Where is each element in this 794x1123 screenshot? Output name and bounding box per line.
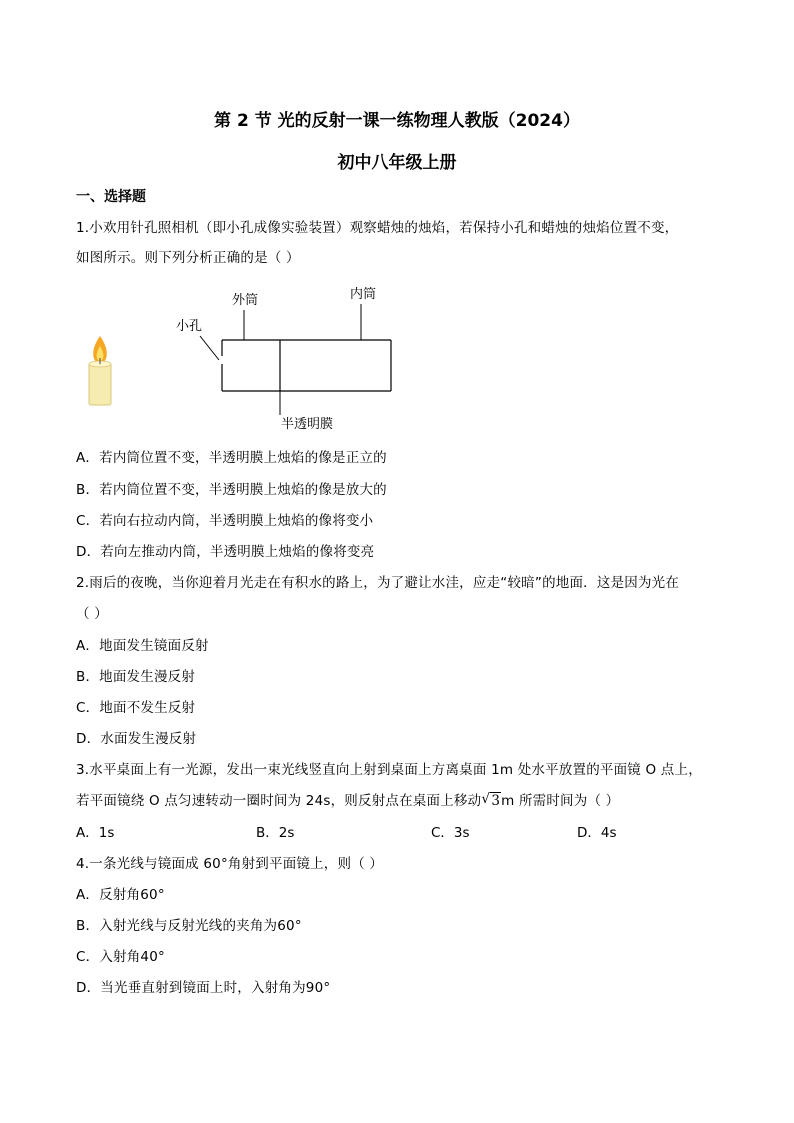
q3-stem-line1: 3.水平桌面上有一光源，发出一束光线竖直向上射到桌面上方离桌面 1m 处水平放置的平面镜 O 点上， (76, 762, 702, 778)
radicand: 3 (491, 793, 501, 809)
q3-option-c: C．3s (431, 825, 470, 841)
q3-option-a: A．1s (76, 825, 115, 841)
q4-option-d: D．当光垂直射到镜面上时，入射角为90° (76, 980, 331, 996)
q2-option-c: C．地面不发生反射 (76, 700, 196, 716)
q1-stem-line2: 如图所示。则下列分析正确的是（ ） (76, 250, 300, 266)
q2-stem-line2: （ ） (76, 606, 108, 622)
doc-title-line2: 初中八年级上册 (337, 153, 457, 173)
q3-option-d: D．4s (577, 825, 617, 841)
label-outer-tube: 外筒 (232, 293, 259, 308)
q4-option-b: B．入射光线与反射光线的夹角为60° (76, 918, 302, 934)
q4-option-a: A．反射角60° (76, 887, 165, 903)
q1-option-a: A．若内筒位置不变，半透明膜上烛焰的像是正立的 (76, 450, 387, 466)
q1-option-d: D．若向左推动内筒，半透明膜上烛焰的像将变亮 (76, 544, 375, 560)
q4-option-c: C．入射角40° (76, 949, 165, 965)
radical-sign: √ (481, 791, 491, 807)
candle-icon (89, 336, 111, 405)
q1-option-b: B．若内筒位置不变，半透明膜上烛焰的像是放大的 (76, 482, 387, 498)
section-heading: 一、选择题 (76, 189, 146, 205)
q1-option-c: C．若向右拉动内筒，半透明膜上烛焰的像将变小 (76, 513, 374, 529)
label-inner-tube: 内筒 (350, 287, 377, 302)
q3-stem-line2-after: m 所需时间为（ ） (501, 793, 620, 809)
q2-stem-line1: 2.雨后的夜晚，当你迎着月光走在有积水的路上，为了避让水洼，应走“较暗”的地面．这是因为光在 (76, 575, 680, 591)
sqrt-three (481, 793, 501, 809)
q2-option-d: D．水面发生漫反射 (76, 731, 197, 747)
q3-stem-line2 (76, 789, 619, 809)
q3-option-b: B．2s (256, 825, 295, 841)
label-film: 半透明膜 (281, 417, 334, 432)
q2-option-a: A．地面发生镜面反射 (76, 638, 209, 654)
q4-stem: 4.一条光线与镜面成 60°角射到平面镜上，则（ ） (76, 856, 384, 872)
label-pinhole: 小孔 (176, 319, 203, 334)
pinhole-camera-figure (76, 278, 416, 438)
q3-stem-line2-before: 若平面镜绕 O 点匀速转动一圈时间为 24s，则反射点在桌面上移动 (76, 793, 482, 809)
q2-option-b: B．地面发生漫反射 (76, 669, 196, 685)
doc-title-line1: 第 2 节 光的反射一课一练物理人教版（2024） (214, 111, 580, 131)
q1-stem-line1: 1.小欢用针孔照相机（即小孔成像实验装置）观察蜡烛的烛焰，若保持小孔和蜡烛的烛焰位置不变， (76, 220, 679, 236)
